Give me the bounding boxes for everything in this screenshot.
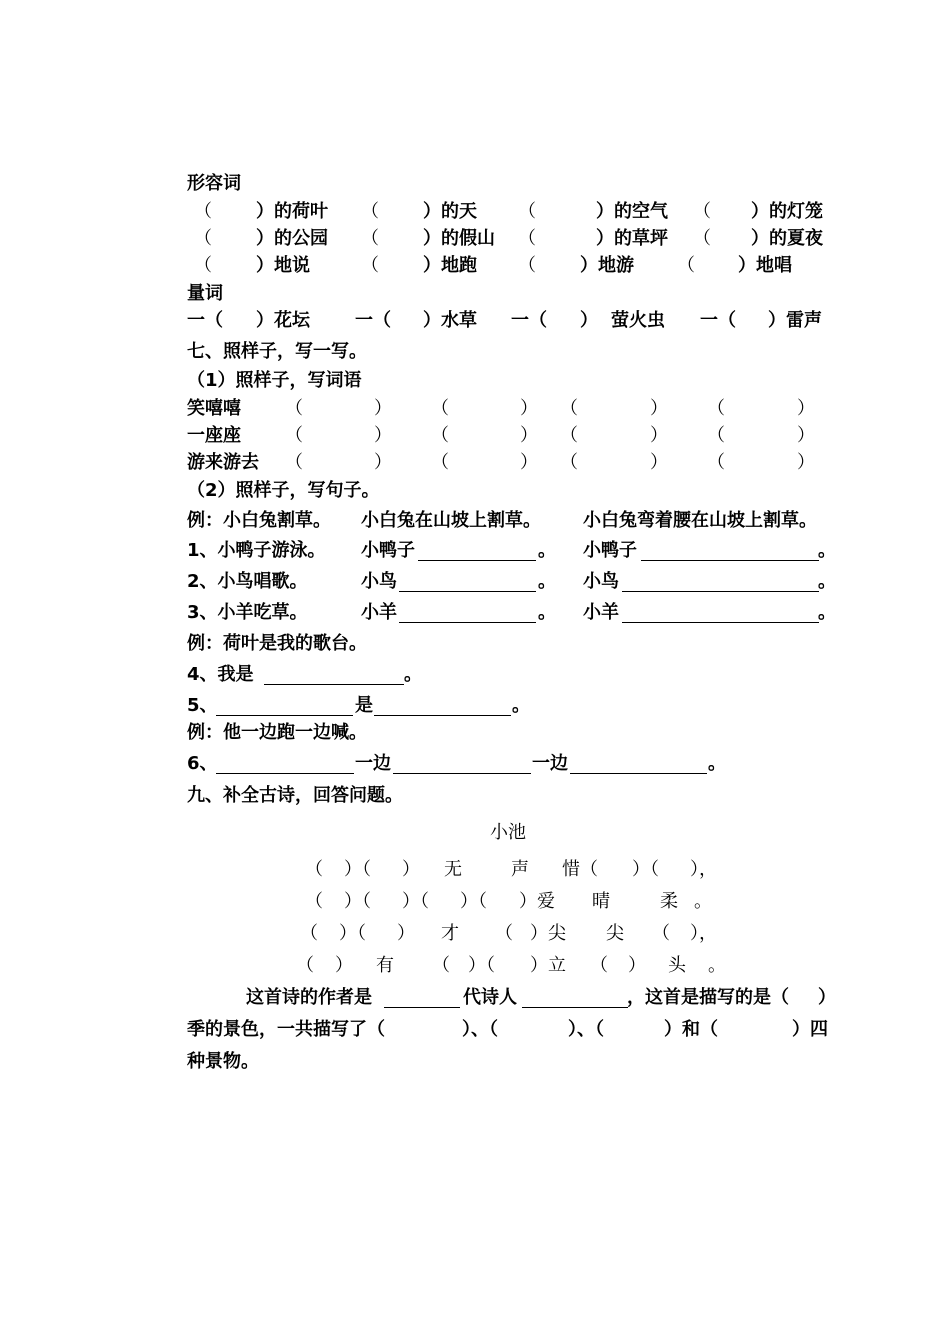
question-sentence: 2、小鸟唱歌。 bbox=[187, 571, 308, 592]
paren-open: （ bbox=[518, 228, 536, 249]
paren-open: （ bbox=[285, 425, 303, 446]
question-text: 代诗人 bbox=[463, 987, 517, 1008]
question-sentence: 3、小羊吃草。 bbox=[187, 602, 308, 623]
sentence-item-2 bbox=[0, 569, 950, 595]
adjective-phrase: ）的夏夜 bbox=[751, 228, 823, 249]
paren-open: （ bbox=[361, 255, 379, 276]
paren-open: （ bbox=[285, 452, 303, 473]
poem-token: （ bbox=[652, 923, 670, 944]
answer-blank[interactable] bbox=[622, 622, 819, 623]
poem-token: ）， bbox=[690, 859, 717, 880]
poem-token: 尖 bbox=[606, 923, 624, 944]
paren-close: ） bbox=[520, 425, 538, 446]
sentence-example-row bbox=[0, 508, 950, 534]
answer-prefix: 小鸭子 bbox=[361, 540, 415, 561]
paren-open: （ bbox=[693, 201, 711, 222]
connector-word: 一边 bbox=[355, 753, 391, 774]
poem-token: （ bbox=[305, 891, 323, 912]
answer-prefix: 小鸟 bbox=[583, 571, 619, 592]
sentence-item-4 bbox=[0, 662, 950, 688]
paren-close: ） bbox=[374, 452, 392, 473]
measure-phrase: ）花坛 bbox=[256, 310, 310, 331]
answer-blank[interactable] bbox=[216, 715, 353, 716]
poem-token: ）（ bbox=[460, 891, 487, 912]
adjective-phrase: ）的公园 bbox=[256, 228, 328, 249]
period: 。 bbox=[404, 664, 422, 685]
paren-open: （ bbox=[431, 398, 449, 419]
paren-close: ） bbox=[520, 398, 538, 419]
poem-token: ） bbox=[402, 859, 420, 880]
paren-open: （ bbox=[361, 228, 379, 249]
poem-question-line-3 bbox=[0, 1049, 950, 1075]
poem-token: 声 bbox=[511, 859, 529, 880]
example-word: 游来游去 bbox=[187, 452, 259, 473]
part2-heading-row bbox=[0, 478, 950, 504]
word-row-2 bbox=[0, 423, 950, 449]
question-number: 4、我是 bbox=[187, 664, 254, 685]
question-text: ，这首是描写的是（ bbox=[627, 987, 789, 1008]
answer-blank[interactable] bbox=[641, 560, 819, 561]
sentence-item-5 bbox=[0, 693, 950, 719]
paren-open: （ bbox=[707, 398, 725, 419]
example-sentence: 例：小白兔割草。 bbox=[187, 510, 331, 531]
question-number: 5、 bbox=[187, 695, 218, 716]
poem-question-line-2 bbox=[0, 1017, 950, 1043]
answer-prefix: 小鸟 bbox=[361, 571, 397, 592]
answer-blank[interactable] bbox=[399, 591, 536, 592]
paren-close: ） bbox=[797, 398, 815, 419]
adjective-phrase: ）的天 bbox=[423, 201, 477, 222]
question-sentence: 1、小鸭子游泳。 bbox=[187, 540, 326, 561]
adjective-phrase: ）的草坪 bbox=[596, 228, 668, 249]
poem-token: ）（ bbox=[468, 955, 495, 976]
period: 。 bbox=[818, 540, 836, 561]
poem-line-3 bbox=[0, 921, 950, 947]
paren-open: （ bbox=[560, 452, 578, 473]
paren-open: （ bbox=[707, 425, 725, 446]
poem-token: 头 bbox=[668, 955, 686, 976]
example2-row bbox=[0, 631, 950, 657]
poem-token: ）（ bbox=[344, 859, 371, 880]
poem-token: （ bbox=[300, 923, 318, 944]
poem-question-line-1 bbox=[0, 985, 950, 1011]
paren-open: （ bbox=[194, 228, 212, 249]
period: 。 bbox=[538, 602, 556, 623]
paren-open: （ bbox=[518, 201, 536, 222]
poem-token: 。 bbox=[694, 891, 712, 912]
example-sentence: 例：荷叶是我的歌台。 bbox=[187, 633, 367, 654]
author-blank[interactable] bbox=[384, 1007, 460, 1008]
question-text: 这首诗的作者是 bbox=[246, 987, 372, 1008]
answer-blank[interactable] bbox=[374, 715, 511, 716]
measure-open: 一（ bbox=[187, 310, 223, 331]
poem-token: ）尖 bbox=[530, 923, 566, 944]
poem-token: 惜（ bbox=[562, 859, 598, 880]
adjective-phrase: ）的荷叶 bbox=[256, 201, 328, 222]
adjective-row-3 bbox=[0, 253, 950, 279]
word-row-3 bbox=[0, 450, 950, 476]
question-text: ）和（ bbox=[664, 1019, 718, 1040]
word-row-1 bbox=[0, 396, 950, 422]
poem-token: ） bbox=[397, 923, 415, 944]
example-sentence: 小白兔在山坡上割草。 bbox=[361, 510, 541, 531]
adjective-phrase: ）地唱 bbox=[738, 255, 792, 276]
dynasty-blank[interactable] bbox=[522, 1007, 628, 1008]
answer-blank[interactable] bbox=[622, 591, 819, 592]
paren-open: （ bbox=[431, 425, 449, 446]
period: 。 bbox=[708, 753, 726, 774]
measure-open: 一（ bbox=[511, 310, 547, 331]
poem-line-4 bbox=[0, 953, 950, 979]
poem-token: 柔 bbox=[660, 891, 678, 912]
paren-open: （ bbox=[560, 398, 578, 419]
poem-token: 晴 bbox=[592, 891, 610, 912]
section9-heading-row bbox=[0, 783, 950, 809]
measure-words-row bbox=[0, 308, 950, 334]
question-text: 季的景色，一共描写了（ bbox=[187, 1019, 385, 1040]
adjectives-heading-row bbox=[0, 171, 950, 197]
answer-prefix: 小羊 bbox=[583, 602, 619, 623]
answer-blank[interactable] bbox=[264, 684, 404, 685]
sentence-item-1 bbox=[0, 538, 950, 564]
measure-phrase: 萤火虫 bbox=[611, 310, 665, 331]
poem-token: （ bbox=[305, 859, 323, 880]
example-sentence: 例：他一边跑一边喊。 bbox=[187, 722, 367, 743]
adjective-phrase: ）地游 bbox=[580, 255, 634, 276]
adjective-phrase: ）的假山 bbox=[423, 228, 495, 249]
section7-heading: 七、照样子，写一写。 bbox=[187, 341, 367, 362]
adjective-row-2 bbox=[0, 226, 950, 252]
poem-token: ）（ bbox=[402, 891, 429, 912]
poem-token: （ bbox=[296, 955, 314, 976]
paren-close: ） bbox=[650, 452, 668, 473]
section7-heading-row bbox=[0, 339, 950, 365]
question-text: ）四 bbox=[792, 1019, 828, 1040]
measure-close: ） bbox=[580, 310, 598, 331]
answer-prefix: 小鸭子 bbox=[583, 540, 637, 561]
paren-close: ） bbox=[797, 452, 815, 473]
part2-heading: （2）照样子，写句子。 bbox=[187, 480, 380, 501]
adjective-phrase: ）地说 bbox=[256, 255, 310, 276]
measure-open: 一（ bbox=[355, 310, 391, 331]
poem-token: ）（ bbox=[339, 923, 366, 944]
adjective-phrase: ）的空气 bbox=[596, 201, 668, 222]
poem-token: ）立 bbox=[530, 955, 566, 976]
poem-line-1 bbox=[0, 857, 950, 883]
poem-token: 才 bbox=[441, 923, 459, 944]
paren-close: ） bbox=[797, 425, 815, 446]
paren-open: （ bbox=[560, 425, 578, 446]
poem-token: ） bbox=[335, 955, 353, 976]
part1-heading: （1）照样子，写词语 bbox=[187, 370, 362, 391]
answer-blank[interactable] bbox=[399, 622, 536, 623]
paren-close: ） bbox=[650, 398, 668, 419]
measure-phrase: ）雷声 bbox=[768, 310, 822, 331]
example-sentence: 小白兔弯着腰在山坡上割草。 bbox=[583, 510, 817, 531]
paren-open: （ bbox=[707, 452, 725, 473]
adjective-phrase: ）的灯笼 bbox=[751, 201, 823, 222]
poem-token: （ bbox=[495, 923, 513, 944]
adjectives-heading: 形容词 bbox=[187, 173, 241, 194]
poem-token: （ bbox=[432, 955, 450, 976]
example-word: 笑嘻嘻 bbox=[187, 398, 241, 419]
paren-open: （ bbox=[518, 255, 536, 276]
answer-blank[interactable] bbox=[393, 773, 531, 774]
question-text: ）、（ bbox=[568, 1019, 604, 1040]
poem-token: 无 bbox=[444, 859, 462, 880]
poem-token: （ bbox=[590, 955, 608, 976]
measure-open: 一（ bbox=[700, 310, 736, 331]
question-text: 种景物。 bbox=[187, 1051, 259, 1072]
paren-close: ） bbox=[650, 425, 668, 446]
connector-word: 是 bbox=[355, 695, 373, 716]
poem-token: ）（ bbox=[344, 891, 371, 912]
paren-close: ） bbox=[374, 425, 392, 446]
paren-open: （ bbox=[677, 255, 695, 276]
connector-word: 一边 bbox=[532, 753, 568, 774]
example3-row bbox=[0, 720, 950, 746]
paren-open: （ bbox=[693, 228, 711, 249]
answer-blank[interactable] bbox=[418, 560, 536, 561]
period: 。 bbox=[512, 695, 530, 716]
paren-open: （ bbox=[194, 255, 212, 276]
poem-token: 有 bbox=[376, 955, 394, 976]
answer-prefix: 小羊 bbox=[361, 602, 397, 623]
period: 。 bbox=[818, 571, 836, 592]
period: 。 bbox=[818, 602, 836, 623]
measure-heading-row bbox=[0, 281, 950, 307]
paren-close: ） bbox=[520, 452, 538, 473]
question-number: 6、 bbox=[187, 753, 218, 774]
part1-heading-row bbox=[0, 368, 950, 394]
poem-title-row bbox=[0, 820, 950, 846]
paren-open: （ bbox=[194, 201, 212, 222]
answer-blank[interactable] bbox=[216, 773, 354, 774]
poem-token: 。 bbox=[708, 955, 726, 976]
answer-blank[interactable] bbox=[570, 773, 707, 774]
poem-title: 小池 bbox=[490, 822, 526, 843]
adjective-row-1 bbox=[0, 199, 950, 225]
section9-heading: 九、补全古诗，回答问题。 bbox=[187, 785, 403, 806]
paren-open: （ bbox=[431, 452, 449, 473]
period: 。 bbox=[538, 540, 556, 561]
paren-close: ） bbox=[374, 398, 392, 419]
question-text: ）、（ bbox=[462, 1019, 498, 1040]
adjective-phrase: ）地跑 bbox=[423, 255, 477, 276]
sentence-item-3 bbox=[0, 600, 950, 626]
poem-line-2 bbox=[0, 889, 950, 915]
poem-token: ）（ bbox=[632, 859, 659, 880]
paren-open: （ bbox=[285, 398, 303, 419]
sentence-item-6 bbox=[0, 751, 950, 777]
measure-words-heading: 量词 bbox=[187, 283, 223, 304]
poem-token: ）， bbox=[690, 923, 717, 944]
example-word: 一座座 bbox=[187, 425, 241, 446]
paren-open: （ bbox=[361, 201, 379, 222]
measure-phrase: ）水草 bbox=[423, 310, 477, 331]
period: 。 bbox=[538, 571, 556, 592]
poem-token: ） bbox=[628, 955, 646, 976]
poem-token: ）爱 bbox=[519, 891, 555, 912]
question-text: ） bbox=[818, 987, 836, 1008]
